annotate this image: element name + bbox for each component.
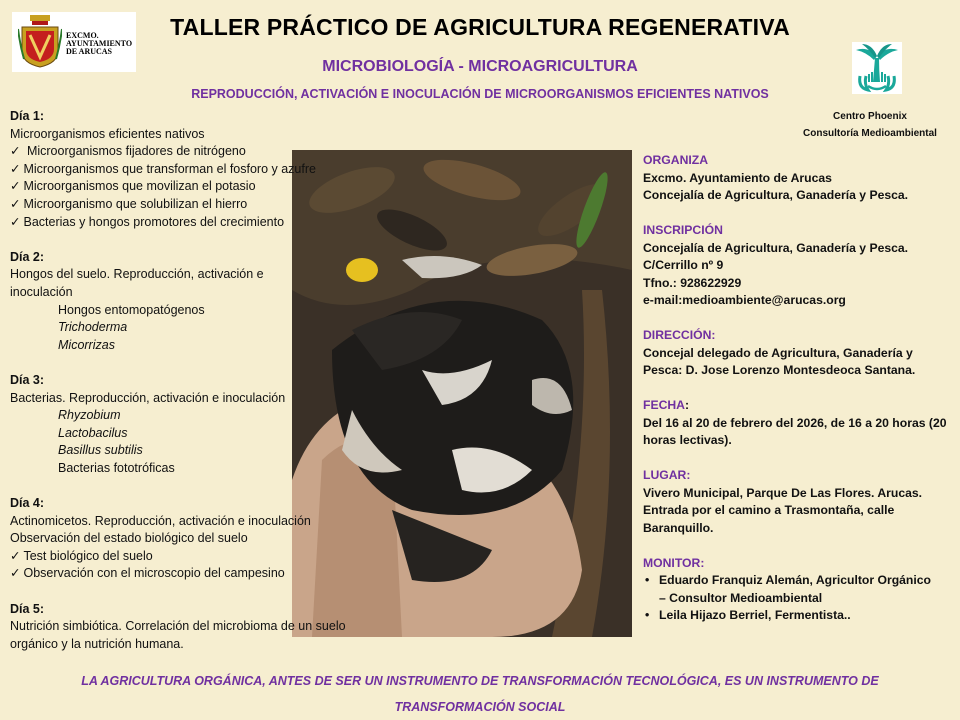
centro-phoenix-logo [852, 42, 902, 94]
inscripcion-email: e-mail:medioambiente@arucas.org [643, 293, 846, 308]
direccion-label: DIRECCIÓN: [643, 328, 716, 343]
day3-title: Día 3: [10, 372, 45, 387]
day3-intro: Bacterias. Reproducción, activación e inoculación [10, 390, 286, 405]
footer-quote [30, 668, 930, 720]
footer-quote-line: LA AGRICULTURA ORGÁNICA, ANTES DE SER UN INSTRUMENTO DE TRANSFORMACIÓN TECNOLÓGICA, ES UN INSTRUMENTO DE [81, 674, 879, 688]
monitor-item-continuation: – Consultor Medioambiental [659, 590, 823, 605]
fecha-label: FECHA [643, 398, 685, 413]
day3-item: Bacterias fototróficas [58, 460, 175, 475]
day1-item: ✓ Microorganismos fijadores de nitrógeno [10, 143, 350, 161]
centro-phoenix-caption [790, 108, 950, 142]
day2-title: Día 2: [10, 249, 45, 264]
day1-item: ✓ Bacterias y hongos promotores del crecimiento [10, 214, 350, 232]
fecha-heading [643, 397, 953, 415]
day4-item: ✓ Test biológico del suelo [10, 548, 350, 566]
day2-item: Micorrizas [58, 337, 115, 352]
palm-tree-logo-icon [852, 42, 902, 94]
page-subheading: REPRODUCCIÓN, ACTIVACIÓN E INOCULACIÓN DE MICROORGANISMOS EFICIENTES NATIVOS [191, 87, 769, 101]
day1-intro: Microorganismos eficientes nativos [10, 126, 205, 141]
day2-item: Hongos entomopatógenos [58, 302, 205, 317]
inscripcion-line: Concejalía de Agricultura, Ganadería y Pesca. [643, 240, 909, 255]
day1-item: ✓ Microorganismos que transforman el fosforo y azufre [10, 161, 350, 179]
fecha-text: Del 16 al 20 de febrero del 2026, de 16 a 20 horas (20 horas lectivas). [643, 415, 947, 448]
day5-intro: Nutrición simbiótica. Correlación del microbioma de un suelo orgánico y la nutrición humana. [10, 619, 346, 651]
inscripcion-phone: Tfno.: 928622929 [643, 275, 742, 290]
day4-intro: Actinomicetos. Reproducción, activación e inoculación [10, 513, 311, 528]
inscripcion-line: C/Cerrillo nº 9 [643, 258, 724, 273]
consultoria-label: Consultoría Medioambiental [803, 128, 937, 139]
day3-item: Basillus subtilis [58, 443, 143, 458]
day3-item: Lactobacilus [58, 425, 128, 440]
day3-item: Rhyzobium [58, 408, 121, 423]
monitor-label: MONITOR: [643, 555, 705, 570]
day2-item: Trichoderma [58, 320, 128, 335]
direccion-text: Concejal delegado de Agricultura, Ganadería y Pesca: D. Jose Lorenzo Montesdeoca Santana. [643, 345, 916, 378]
lugar-label: LUGAR: [643, 468, 691, 483]
inscripcion-label: INSCRIPCIÓN [643, 223, 723, 238]
ayuntamiento-logo [12, 12, 136, 72]
coat-of-arms-icon [18, 15, 62, 69]
fecha-colon: : [684, 398, 690, 413]
program-schedule [10, 108, 350, 653]
day1-item: ✓ Microorganismo que solubilizan el hierro [10, 196, 350, 214]
day1-title: Día 1: [10, 109, 45, 123]
organiza-line: Excmo. Ayuntamiento de Arucas [643, 170, 832, 185]
footer-quote-line: TRANSFORMACIÓN SOCIAL [394, 700, 566, 714]
event-info [643, 152, 953, 625]
monitor-item: • Leila Hijazo Berriel, Fermentista.. [643, 607, 953, 625]
ayuntamiento-logo-text: EXCMO. AYUNTAMIENTO DE ARUCAS [66, 31, 133, 56]
page-title: TALLER PRÁCTICO DE AGRICULTURA REGENERATIVA [170, 14, 790, 40]
monitor-item: • Eduardo Franquiz Alemán, Agricultor Orgánico [643, 572, 953, 590]
day5-title: Día 5: [10, 601, 45, 616]
day2-intro: Hongos del suelo. Reproducción, activación e inoculación [10, 267, 264, 299]
day1-item: ✓ Microorganismos que movilizan el potasio [10, 178, 350, 196]
day4-item: ✓ Observación con el microscopio del campesino [10, 565, 350, 583]
day4-title: Día 4: [10, 496, 45, 511]
lugar-text: Vivero Municipal, Parque De Las Flores. Arucas. Entrada por el camino a Trasmontaña, calle Baranquillo. [643, 485, 923, 535]
organiza-line: Concejalía de Agricultura, Ganadería y Pesca. [643, 188, 909, 202]
page-subtitle: MICROBIOLOGÍA - MICROAGRICULTURA [322, 58, 638, 75]
centro-phoenix-name: Centro Phoenix [833, 111, 907, 122]
day4-intro2: Observación del estado biológico del suelo [10, 531, 248, 546]
organiza-label: ORGANIZA [643, 153, 708, 167]
